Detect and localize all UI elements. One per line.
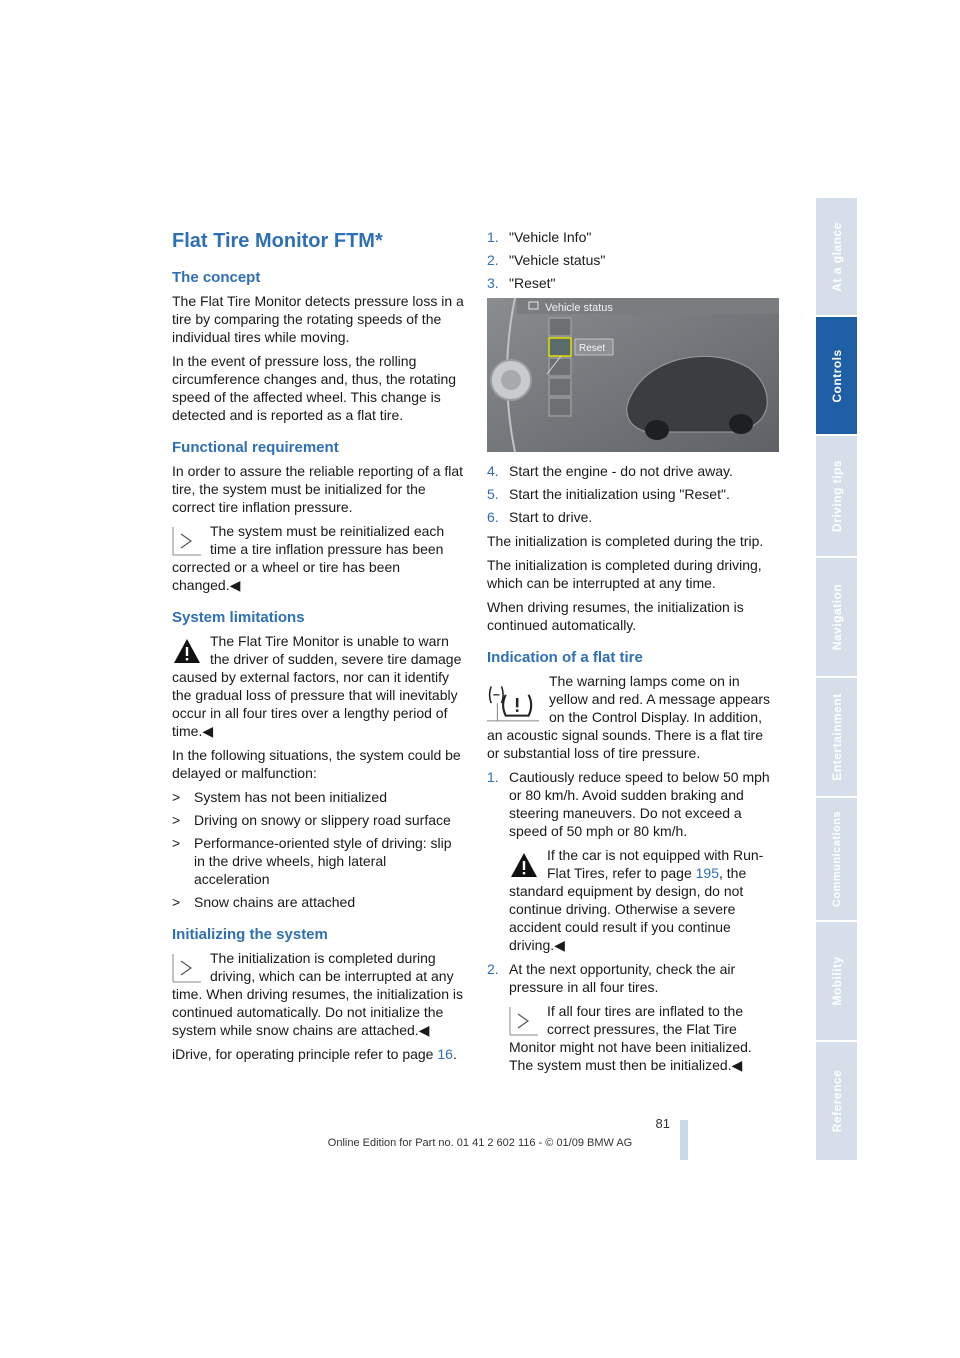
- chapter-tabs: [816, 198, 857, 1162]
- screen-reset-label: Reset: [579, 343, 606, 354]
- note-arrow-icon: [172, 953, 202, 983]
- indication-heading: Indication of a flat tire: [487, 649, 643, 666]
- functional-heading: Functional requirement: [172, 439, 339, 456]
- tab-communications[interactable]: Communications: [816, 798, 857, 922]
- warning-icon: [549, 398, 571, 416]
- vehicle-status-screen: [487, 298, 779, 452]
- list-item: 3. "Reset": [487, 275, 556, 291]
- screen-title: Vehicle status: [545, 302, 613, 314]
- footer-text: Online Edition for Part no. 01 41 2 602 116 - © 01/09 BMW AG: [327, 1137, 633, 1149]
- indication-text: The warning lamps come on in yellow and red. A message appears on the Control Display. In addition, an acoustic signal sounds. There is a flat tire or substantial loss of tire pressure.: [487, 673, 771, 761]
- idrive-reference: iDrive, for operating principle refer to page 16.: [172, 1046, 457, 1062]
- page-title: Flat Tire Monitor FTM*: [172, 230, 383, 252]
- list-item: 5. Start the initialization using "Reset".: [487, 486, 730, 502]
- tab-reference[interactable]: Reference: [816, 1042, 857, 1162]
- car-icon: [549, 378, 571, 396]
- tab-controls[interactable]: Controls: [816, 317, 857, 436]
- concept-paragraph-1: The Flat Tire Monitor detects pressure loss in a tire by comparing the rotating speeds of the individual tires while moving.: [172, 293, 464, 345]
- initializing-note-text: The initialization is completed during driving, which can be interrupted at any time. When driving resumes, the initialization is continued automatically. Do not initialize the system while snow chains are attached.◀: [172, 950, 464, 1038]
- list-item: > Performance-oriented style of driving: slip in the drive wheels, high lateral acceleration: [172, 835, 452, 887]
- page-link-16[interactable]: 16: [437, 1046, 453, 1062]
- note-arrow-icon: [509, 1006, 539, 1036]
- tire-reset-icon: [549, 338, 571, 356]
- right-paragraph-1: The initialization is completed during the trip.: [487, 533, 764, 549]
- tab-mobility[interactable]: Mobility: [816, 922, 857, 1042]
- concept-paragraph-2: In the event of pressure loss, the rolling circumference changes and, thus, the rotating speed of the affected wheel. This change is detected and is reported as a flat tire.: [172, 353, 457, 423]
- run-flat-warning: If the car is not equipped with Run-Flat Tires, refer to page 195, the standard equipment by design, do not continue driving. Otherwise a severe accident could result if you continue driving.◀: [509, 847, 764, 953]
- limitations-warning: [172, 632, 464, 740]
- warning-triangle-icon: [509, 850, 539, 880]
- tire-pressure-warning-icon: [487, 676, 539, 722]
- initialized-note: If all four tires are inflated to the correct pressures, the Flat Tire Monitor might not have been initialized. The system must then be initialized.◀: [509, 1003, 752, 1073]
- functional-note-text: The system must be reinitialized each time a tire inflation pressure has been corrected or a wheel or tire has been changed.◀: [172, 523, 445, 593]
- limitations-paragraph: In the following situations, the system could be delayed or malfunction:: [172, 747, 461, 781]
- list-item: 2. "Vehicle status": [487, 252, 606, 268]
- list-item: 1. Cautiously reduce speed to below 50 mph or 80 km/h. Avoid sudden braking and steering maneuvers. Do not exceed a speed of 50 mph or 80 km/h. If the car is not equipped with Run-Flat Tires, refer to page 195, the standard equipment by design, do not continue driving. Otherwise a severe accident could result if you continue driving.◀: [487, 768, 779, 954]
- right-column: [487, 228, 779, 1080]
- right-paragraph-2: The initialization is completed during driving, which can be interrupted at any time.: [487, 557, 762, 591]
- init-steps: [487, 462, 779, 526]
- concept-heading: The concept: [172, 269, 261, 286]
- list-item: 6. Start to drive.: [487, 509, 593, 525]
- list-item: > System has not been initialized: [172, 789, 387, 805]
- limitations-heading: System limitations: [172, 609, 305, 626]
- tire-icon: [549, 318, 571, 336]
- list-item: > Snow chains are attached: [172, 894, 356, 910]
- right-paragraph-3: When driving resumes, the initialization is continued automatically.: [487, 599, 744, 633]
- initializing-heading: Initializing the system: [172, 926, 328, 943]
- warning-triangle-icon: [172, 636, 202, 666]
- functional-paragraph: In order to assure the reliable reporting of a flat tire, the system must be initialized for the correct tire inflation pressure.: [172, 463, 464, 515]
- limitations-list: [172, 788, 464, 911]
- tab-entertainment[interactable]: Entertainment: [816, 678, 857, 798]
- initializing-note: [172, 949, 464, 1039]
- limitations-warning-text: The Flat Tire Monitor is unable to warn the driver of sudden, severe tire damage caused by external factors, nor can it identify the gradual loss of pressure that will inevitably occur in all four tires over a lengthy period of time.◀: [172, 633, 462, 739]
- left-column: [172, 228, 464, 1069]
- tab-at-a-glance[interactable]: At a glance: [816, 198, 857, 317]
- tab-driving-tips[interactable]: Driving tips: [816, 436, 857, 558]
- list-item: 2. At the next opportunity, check the air pressure in all four tires. If all four tires are inflated to the correct pressures, the Flat Tire Monitor might not have been initialized. The system must then be initialized.◀: [487, 960, 779, 1074]
- page-number: 81: [655, 1116, 670, 1131]
- list-item: 1. "Vehicle Info": [487, 229, 592, 245]
- page-link-195[interactable]: 195: [695, 865, 719, 881]
- note-arrow-icon: [172, 526, 202, 556]
- tab-navigation[interactable]: Navigation: [816, 558, 857, 678]
- flat-tire-steps: [487, 768, 779, 1074]
- list-item: 4. Start the engine - do not drive away.: [487, 463, 733, 479]
- indication-note: [487, 672, 779, 762]
- list-item: > Driving on snowy or slippery road surface: [172, 812, 451, 828]
- menu-steps: [487, 228, 779, 292]
- functional-note: [172, 522, 464, 594]
